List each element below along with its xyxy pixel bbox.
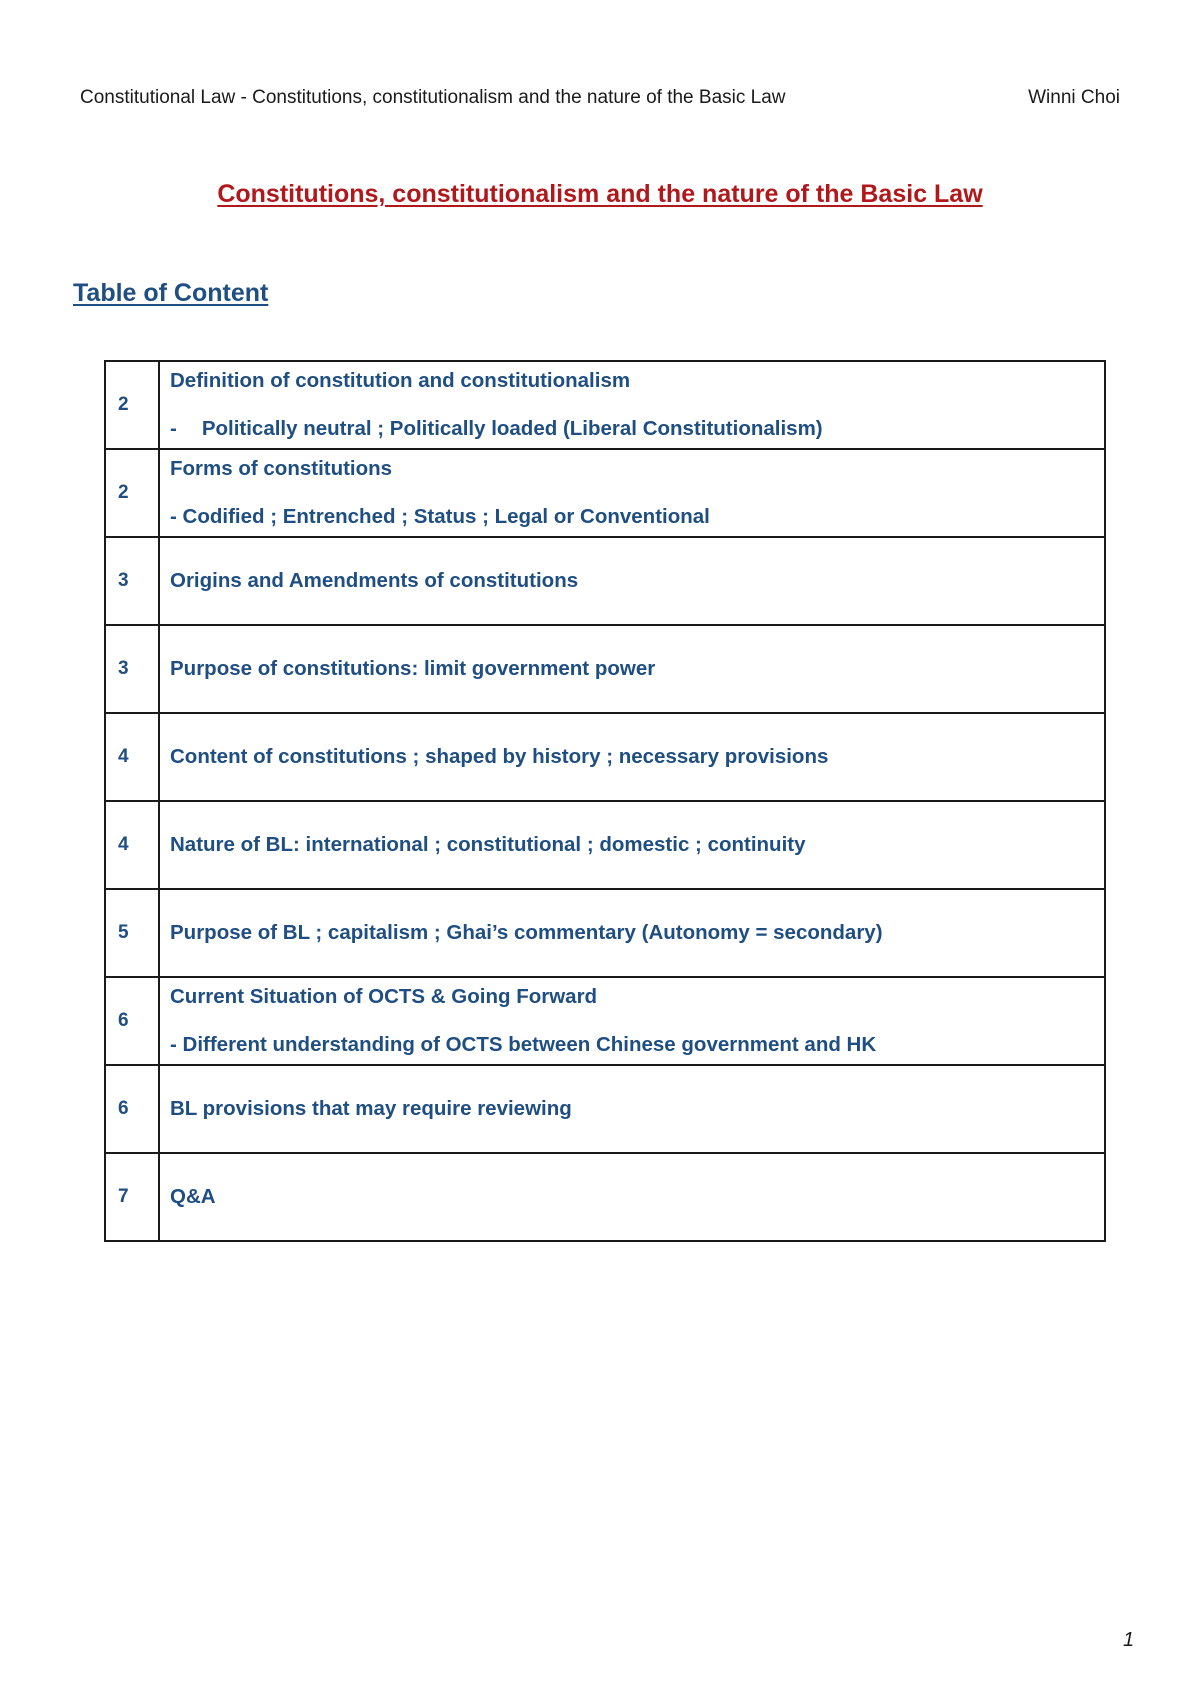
toc-entry [159, 977, 1105, 1065]
toc-topic: Q&A [159, 1153, 1105, 1241]
toc-subtopic-text: Politically neutral ; Politically loaded (Liberal Constitutionalism) [201, 417, 823, 440]
toc-row [105, 977, 1105, 1065]
toc-row [105, 713, 1105, 801]
toc-topic: Content of constitutions ; shaped by history ; necessary provisions [159, 713, 1105, 801]
toc-topic: Purpose of constitutions: limit government power [159, 625, 1105, 713]
toc-row [105, 537, 1105, 625]
toc-topic: Current Situation of OCTS & Going Forward [170, 985, 598, 1008]
toc-row [105, 361, 1105, 449]
toc-row [105, 449, 1105, 537]
toc-row [105, 889, 1105, 977]
toc-topic: Nature of BL: international ; constitutional ; domestic ; continuity [159, 801, 1105, 889]
toc-topic: Origins and Amendments of constitutions [159, 537, 1105, 625]
running-header [80, 87, 1120, 113]
toc-page-number: 2 [105, 449, 159, 537]
toc-topic: Forms of constitutions [170, 457, 393, 480]
toc-subtopic [170, 416, 1094, 442]
toc-page-number: 6 [105, 1065, 159, 1153]
toc-topic: Definition of constitution and constitutionalism [170, 369, 631, 392]
toc-row [105, 1065, 1105, 1153]
toc-row [105, 625, 1105, 713]
toc-page-number: 5 [105, 889, 159, 977]
toc-entry [159, 361, 1105, 449]
page-number: 1 [1123, 1629, 1135, 1651]
document-title: Constitutions, constitutionalism and the nature of the Basic Law [217, 180, 983, 208]
toc-page-number: 2 [105, 361, 159, 449]
header-document-title: Constitutional Law - Constitutions, constitutionalism and the nature of the Basic Law [80, 87, 786, 108]
toc-page-number: 4 [105, 801, 159, 889]
table-of-contents [104, 360, 1106, 1242]
toc-heading: Table of Content [73, 279, 269, 307]
toc-row [105, 1153, 1105, 1241]
toc-subtopic: - Different understanding of OCTS between Chinese government and HK [170, 1033, 877, 1056]
toc-page-number: 7 [105, 1153, 159, 1241]
toc-row [105, 801, 1105, 889]
toc-page-number: 4 [105, 713, 159, 801]
header-author: Winni Choi [1028, 87, 1120, 108]
toc-page-number: 3 [105, 537, 159, 625]
toc-subtopic: - Codified ; Entrenched ; Status ; Legal or Conventional [170, 505, 710, 528]
toc-entry [159, 449, 1105, 537]
toc-topic: BL provisions that may require reviewing [159, 1065, 1105, 1153]
toc-topic: Purpose of BL ; capitalism ; Ghai’s commentary (Autonomy = secondary) [159, 889, 1105, 977]
toc-subtopic-dash: - [170, 417, 177, 440]
toc-page-number: 3 [105, 625, 159, 713]
toc-page-number: 6 [105, 977, 159, 1065]
